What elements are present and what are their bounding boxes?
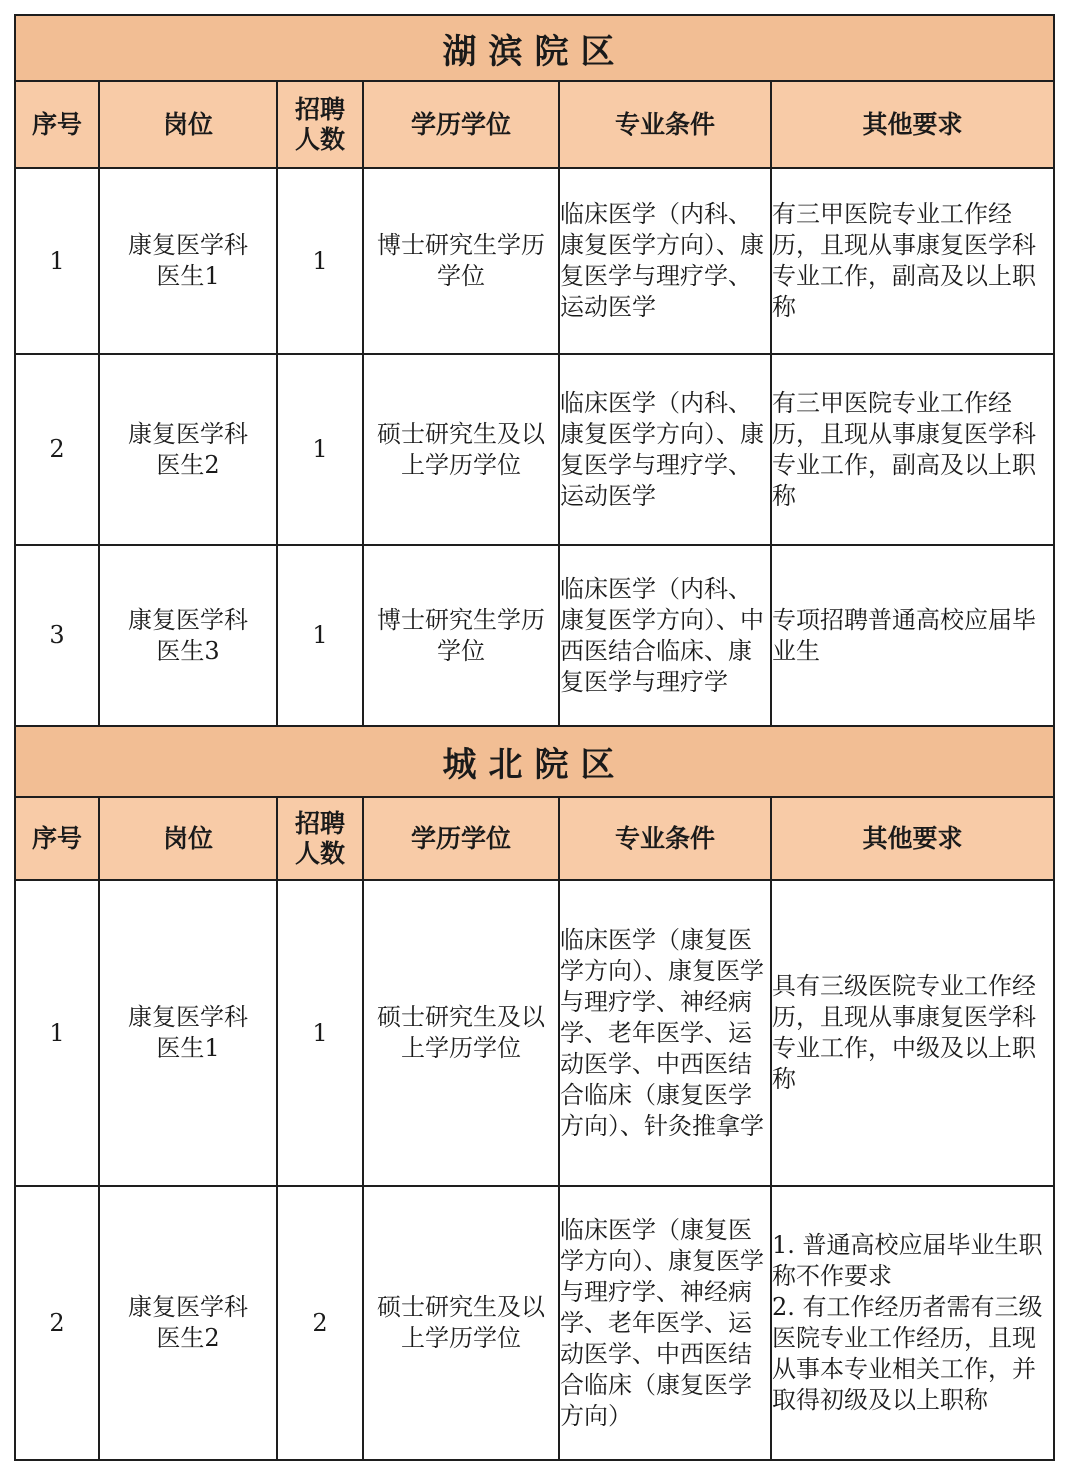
cell-other [771,168,1054,354]
section-title-row [15,15,1054,81]
cell-position-text: 康复医学科医生2 [128,1293,248,1352]
cell-major-text: 临床医学（内科、康复医学方向）、康复医学与理疗学、运动医学 [560,388,764,510]
header-count [277,797,363,880]
table-row [15,545,1054,726]
header-row [15,797,1054,880]
cell-major-text: 临床医学（内科、康复医学方向）、中西医结合临床、康复医学与理疗学 [560,574,764,696]
section-title: 城北院区 [15,726,1054,797]
section-title-row [15,726,1054,797]
cell-position [99,545,277,726]
cell-count: 1 [277,545,363,726]
cell-other [771,354,1054,545]
table-row [15,1186,1054,1460]
cell-education [363,354,559,545]
header-seq: 序号 [15,797,99,880]
cell-major [559,1186,771,1460]
cell-seq: 1 [15,168,99,354]
cell-position-text: 康复医学科医生1 [128,231,248,290]
cell-major [559,168,771,354]
cell-seq: 2 [15,354,99,545]
header-major: 专业条件 [559,797,771,880]
cell-education-text: 硕士研究生及以上学历学位 [377,1003,545,1062]
cell-other-text: 有三甲医院专业工作经历，且现从事康复医学科专业工作，副高及以上职称 [772,388,1036,510]
cell-position-text: 康复医学科医生1 [128,1003,248,1062]
section-title: 湖滨院区 [15,15,1054,81]
header-other: 其他要求 [771,797,1054,880]
recruitment-table [14,14,1055,1461]
cell-position [99,354,277,545]
cell-other-text: 具有三级医院专业工作经历，且现从事康复医学科专业工作，中级及以上职称 [772,972,1036,1093]
cell-position [99,880,277,1186]
cell-other [771,880,1054,1186]
cell-education-text: 硕士研究生及以上学历学位 [377,1293,545,1352]
cell-education [363,545,559,726]
cell-position [99,1186,277,1460]
cell-education [363,880,559,1186]
cell-education [363,1186,559,1460]
cell-education-text: 硕士研究生及以上学历学位 [377,419,545,479]
cell-education-text: 博士研究生学历学位 [377,605,545,665]
header-position: 岗位 [99,81,277,168]
cell-other [771,545,1054,726]
table-row [15,354,1054,545]
cell-count: 2 [277,1186,363,1460]
cell-position-text: 康复医学科医生3 [128,605,248,665]
header-seq: 序号 [15,81,99,168]
header-count-label: 招聘人数 [294,808,345,868]
table-row [15,880,1054,1186]
cell-other-text: 1. 普通高校应届毕业生职称不作要求 2. 有工作经历者需有三级医院专业工作经历，且现从事本专业相关工作，并取得初级及以上职称 [772,1231,1043,1414]
cell-other [771,1186,1054,1460]
cell-count: 1 [277,354,363,545]
cell-other-text: 专项招聘普通高校应届毕业生 [772,605,1036,665]
cell-position [99,168,277,354]
cell-education-text: 博士研究生学历学位 [377,231,545,290]
header-count [277,81,363,168]
header-education: 学历学位 [363,81,559,168]
cell-major-text: 临床医学（康复医学方向）、康复医学与理疗学、神经病学、老年医学、运动医学、中西医结合临床（康复医学方向） [560,1215,764,1430]
cell-major-text: 临床医学（康复医学方向）、康复医学与理疗学、神经病学、老年医学、运动医学、中西医结合临床（康复医学方向）、针灸推拿学 [560,925,764,1140]
cell-count: 1 [277,168,363,354]
table-row [15,168,1054,354]
cell-seq: 3 [15,545,99,726]
header-major: 专业条件 [559,81,771,168]
cell-other-text: 有三甲医院专业工作经历，且现从事康复医学科专业工作，副高及以上职称 [772,200,1036,321]
header-count-label: 招聘人数 [294,94,345,154]
header-position: 岗位 [99,797,277,880]
cell-major [559,880,771,1186]
cell-major [559,354,771,545]
cell-seq: 2 [15,1186,99,1460]
cell-position-text: 康复医学科医生2 [128,419,248,479]
cell-major [559,545,771,726]
cell-education [363,168,559,354]
header-other: 其他要求 [771,81,1054,168]
cell-count: 1 [277,880,363,1186]
header-row [15,81,1054,168]
cell-major-text: 临床医学（内科、康复医学方向）、康复医学与理疗学、运动医学 [560,200,764,321]
header-education: 学历学位 [363,797,559,880]
cell-seq: 1 [15,880,99,1186]
